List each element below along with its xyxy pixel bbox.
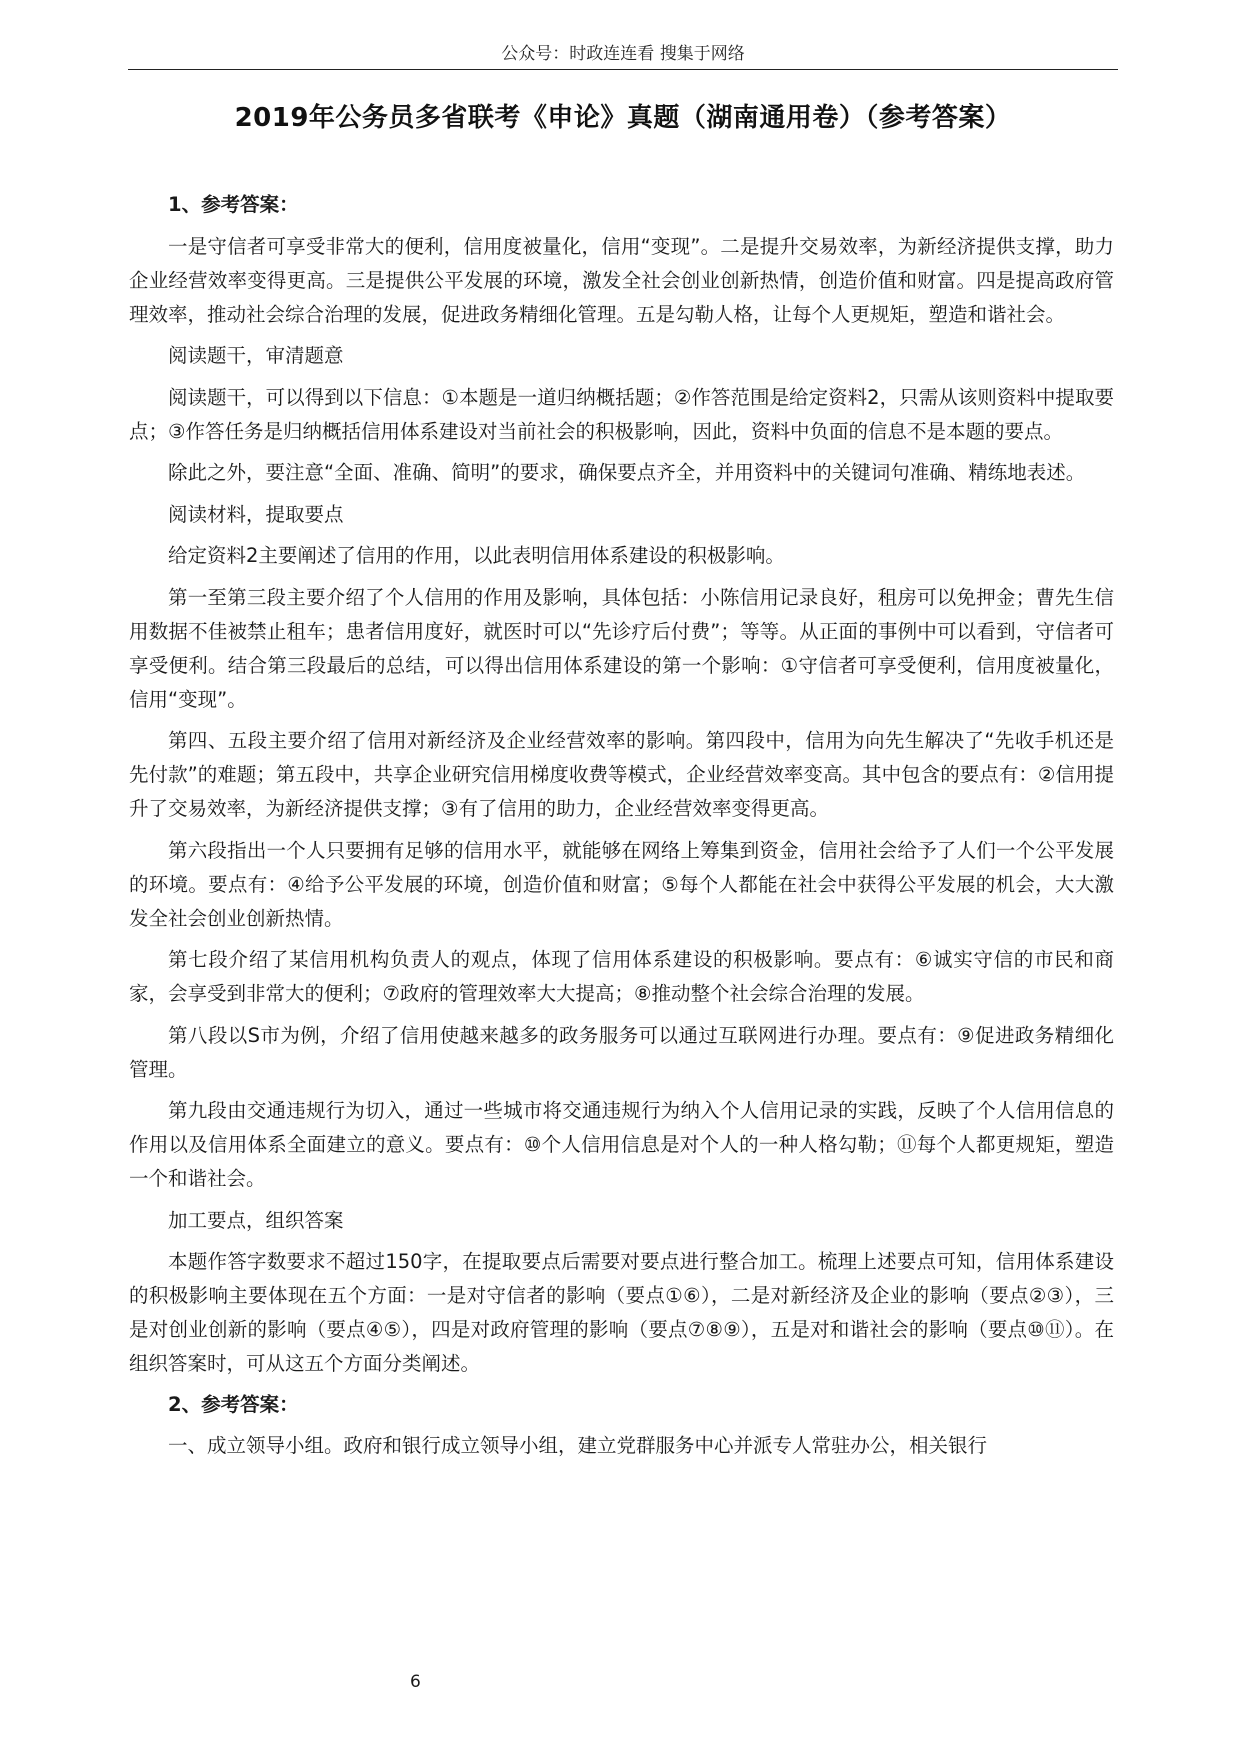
page-header: 公众号：时政连连看 搜集于网络 [501, 44, 745, 64]
answer-1-paragraph: 第七段介绍了某信用机构负责人的观点，体现了信用体系建设的积极影响。要点有：⑥诚实守信的市民和商家，会享受到非常大的便利；⑦政府的管理效率大大提高；⑧推动整个社会综合治理的发展。 [129, 948, 1114, 1005]
answer-1-heading: 1、参考答案： [168, 193, 299, 216]
answer-1-paragraph: 第一至第三段主要介绍了个人信用的作用及影响，具体包括：小陈信用记录良好，租房可以免押金；曹先生信用数据不佳被禁止租车；患者信用度好，就医时可以“先诊疗后付费”；等等。从正面的事例中可以看到，守信者可享受便利。结合第三段最后的总结，可以得出信用体系建设的第一个影响：①守信者可享受便利，信用度被量化，信用“变现”。 [129, 585, 1114, 711]
answer-2-paragraph: 一、成立领导小组。政府和银行成立领导小组，建立党群服务中心并派专人常驻办公，相关银行 [168, 1434, 988, 1457]
answer-1-paragraph: 第四、五段主要介绍了信用对新经济及企业经营效率的影响。第四段中，信用为向先生解决了“先收手机还是先付款”的难题；第五段中，共享企业研究信用梯度收费等模式，企业经营效率变高。其中包含的要点有：②信用提升了交易效率，为新经济提供支撑；③有了信用的助力，企业经营效率变得更高。 [129, 729, 1114, 820]
answer-1-paragraph: 第六段指出一个人只要拥有足够的信用水平，就能够在网络上筹集到资金，信用社会给予了人们一个公平发展的环境。要点有：④给予公平发展的环境，创造价值和财富；⑤每个人都能在社会中获得公平发展的机会，大大激发全社会创业创新热情。 [129, 838, 1114, 930]
answer-1-paragraph: 给定资料2主要阐述了信用的作用，以此表明信用体系建设的积极影响。 [168, 544, 785, 567]
document-body [129, 188, 1114, 1471]
section-heading-read-material: 阅读材料，提取要点 [168, 502, 344, 526]
answer-1-paragraph: 阅读题干，可以得到以下信息：①本题是一道归纳概括题；②作答范围是给定资料2，只需从该则资料中提取要点；③作答任务是归纳概括信用体系建设对当前社会的积极影响，因此，资料中负面的信息不是本题的要点。 [129, 385, 1114, 443]
answer-1-paragraph: 第九段由交通违规行为切入，通过一些城市将交通违规行为纳入个人信用记录的实践，反映了个人信用信息的作用以及信用体系全面建立的意义。要点有：⑩个人信用信息是对个人的一种人格勾勒；⑪每个人都更规矩，塑造一个和谐社会。 [129, 1099, 1114, 1190]
header-divider [128, 69, 1118, 70]
answer-1-paragraph: 本题作答字数要求不超过150字，在提取要点后需要对要点进行整合加工。梳理上述要点可知，信用体系建设的积极影响主要体现在五个方面：一是对守信者的影响（要点①⑥），二是对新经济及企业的影响（要点②③），三是对创业创新的影响（要点④⑤），四是对政府管理的影响（要点⑦⑧⑨），五是对和谐社会的影响（要点⑩⑪）。在组织答案时，可从这五个方面分类阐述。 [129, 1250, 1114, 1375]
answer-1-paragraph: 除此之外，要注意“全面、准确、简明”的要求，确保要点齐全，并用资料中的关键词句准确、精练地表述。 [168, 461, 1086, 484]
answer-1-paragraph: 一是守信者可享受非常大的便利，信用度被量化，信用“变现”。二是提升交易效率，为新经济提供支撑，助力企业经营效率变得更高。三是提供公平发展的环境，激发全社会创业创新热情，创造价值和财富。四是提高政府管理效率，推动社会综合治理的发展，促进政务精细化管理。五是勾勒人格，让每个人更规矩，塑造和谐社会。 [129, 234, 1114, 326]
document-title: 2019年公务员多省联考《申论》真题（湖南通用卷）（参考答案） [234, 103, 1012, 133]
answer-1-paragraph: 第八段以S市为例，介绍了信用使越来越多的政务服务可以通过互联网进行办理。要点有：⑨促进政务精细化管理。 [129, 1023, 1114, 1081]
section-heading-organize-answer: 加工要点，组织答案 [168, 1208, 344, 1232]
section-heading-read-question: 阅读题干，审清题意 [168, 344, 344, 367]
answer-2-heading: 2、参考答案： [168, 1392, 299, 1416]
page-number: 6 [410, 1672, 421, 1692]
